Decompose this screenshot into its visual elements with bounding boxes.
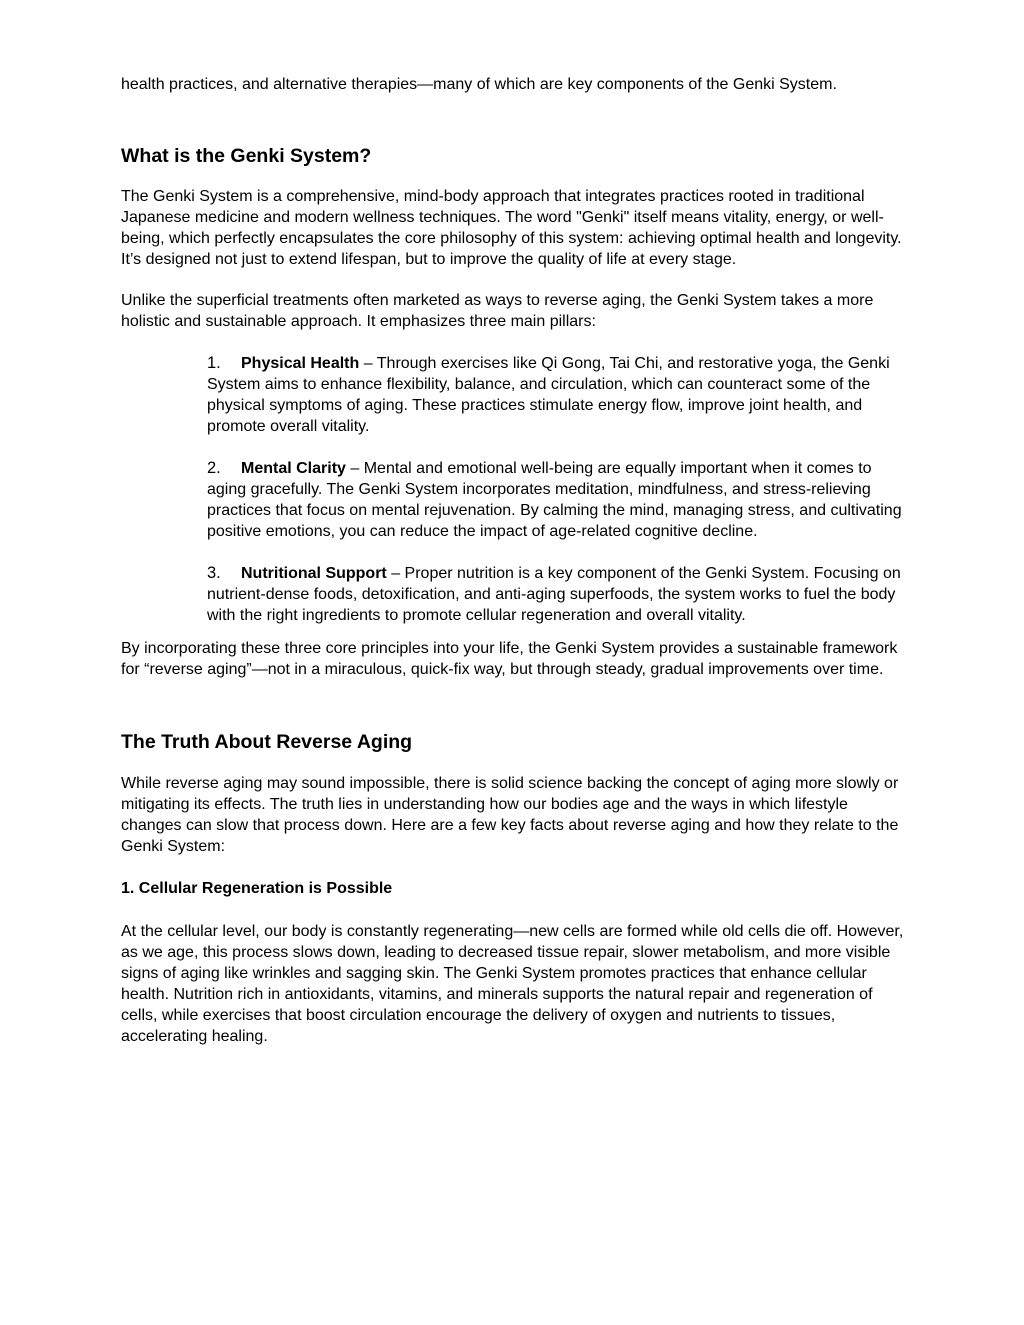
pillar-text: – Through exercises like Qi Gong, Tai Chi, and restorative yoga, the Genki System aims to enhance flexibility, balance, and circulation, which can counteract some of the physical symptoms of aging. These practices stimulate energy flow, improve joint health, and promote overall vitality. <box>207 355 890 435</box>
reverse-aging-heading: The Truth About Reverse Aging <box>121 731 413 753</box>
genki-description-paragraph: The Genki System is a comprehensive, mind-body approach that integrates practices rooted in traditional Japanese medicine and modern wellness techniques. The word "Genki" itself means vitality, energy, or well-being, which perfectly encapsulates the core philosophy of this system: achieving optimal health and longevity. It’s designed not just to extend lifespan, but to improve the quality of life at every stage. <box>121 188 902 268</box>
pillar-text: – Mental and emotional well-being are equally important when it comes to aging gracefully. The Genki System incorporates meditation, mindfulness, and stress-relieving practices that focus on mental rejuvenation. By calming the mind, managing stress, and cultivating positive emotions, you can reduce the impact of age-related cognitive decline. <box>207 460 902 540</box>
genki-pillars-intro-paragraph: Unlike the superficial treatments often marketed as ways to reverse aging, the Genki System takes a more holistic and sustainable approach. It emphasizes three main pillars: <box>121 292 874 330</box>
genki-system-heading: What is the Genki System? <box>121 145 372 167</box>
pillar-number: 1. <box>207 354 221 372</box>
document-page <box>121 74 911 1047</box>
intro-continuation-paragraph: health practices, and alternative therapies—many of which are key components of the Genki System. <box>121 76 837 93</box>
pillar-text: – Proper nutrition is a key component of the Genki System. Focusing on nutrient-dense foods, detoxification, and anti-aging superfoods, the system works to fuel the body with the right ingredients to promote cellular regeneration and overall vitality. <box>207 565 901 624</box>
cellular-regeneration-paragraph: At the cellular level, our body is constantly regenerating—new cells are formed while old cells die off. However, as we age, this process slows down, leading to decreased tissue repair, slower metabolism, and more visible signs of aging like wrinkles and sagging skin. The Genki System promotes practices that enhance cellular health. Nutrition rich in antioxidants, vitamins, and minerals supports the natural repair and regeneration of cells, while exercises that boost circulation encourage the delivery of oxygen and nutrients to tissues, accelerating healing. <box>121 923 904 1045</box>
pillars-list <box>121 353 907 626</box>
pillar-number: 2. <box>207 459 221 477</box>
reverse-aging-paragraph: While reverse aging may sound impossible, there is solid science backing the concept of aging more slowly or mitigating its effects. The truth lies in understanding how our bodies age and the ways in which lifestyle changes can slow that process down. Here are a few key facts about reverse aging and how they relate to the Genki System: <box>121 775 899 855</box>
pillar-term: Nutritional Support <box>241 565 387 582</box>
pillar-item-physical-health <box>207 353 907 437</box>
pillar-number: 3. <box>207 564 221 582</box>
pillar-item-nutritional-support <box>207 563 907 626</box>
pillar-term: Mental Clarity <box>241 460 346 477</box>
cellular-regeneration-heading: 1. Cellular Regeneration is Possible <box>121 880 393 897</box>
pillar-term: Physical Health <box>241 355 360 372</box>
pillar-item-mental-clarity <box>207 458 907 542</box>
genki-closing-paragraph: By incorporating these three core principles into your life, the Genki System provides a sustainable framework for “reverse aging”—not in a miraculous, quick-fix way, but through steady, gradual improvements over time. <box>121 640 898 678</box>
